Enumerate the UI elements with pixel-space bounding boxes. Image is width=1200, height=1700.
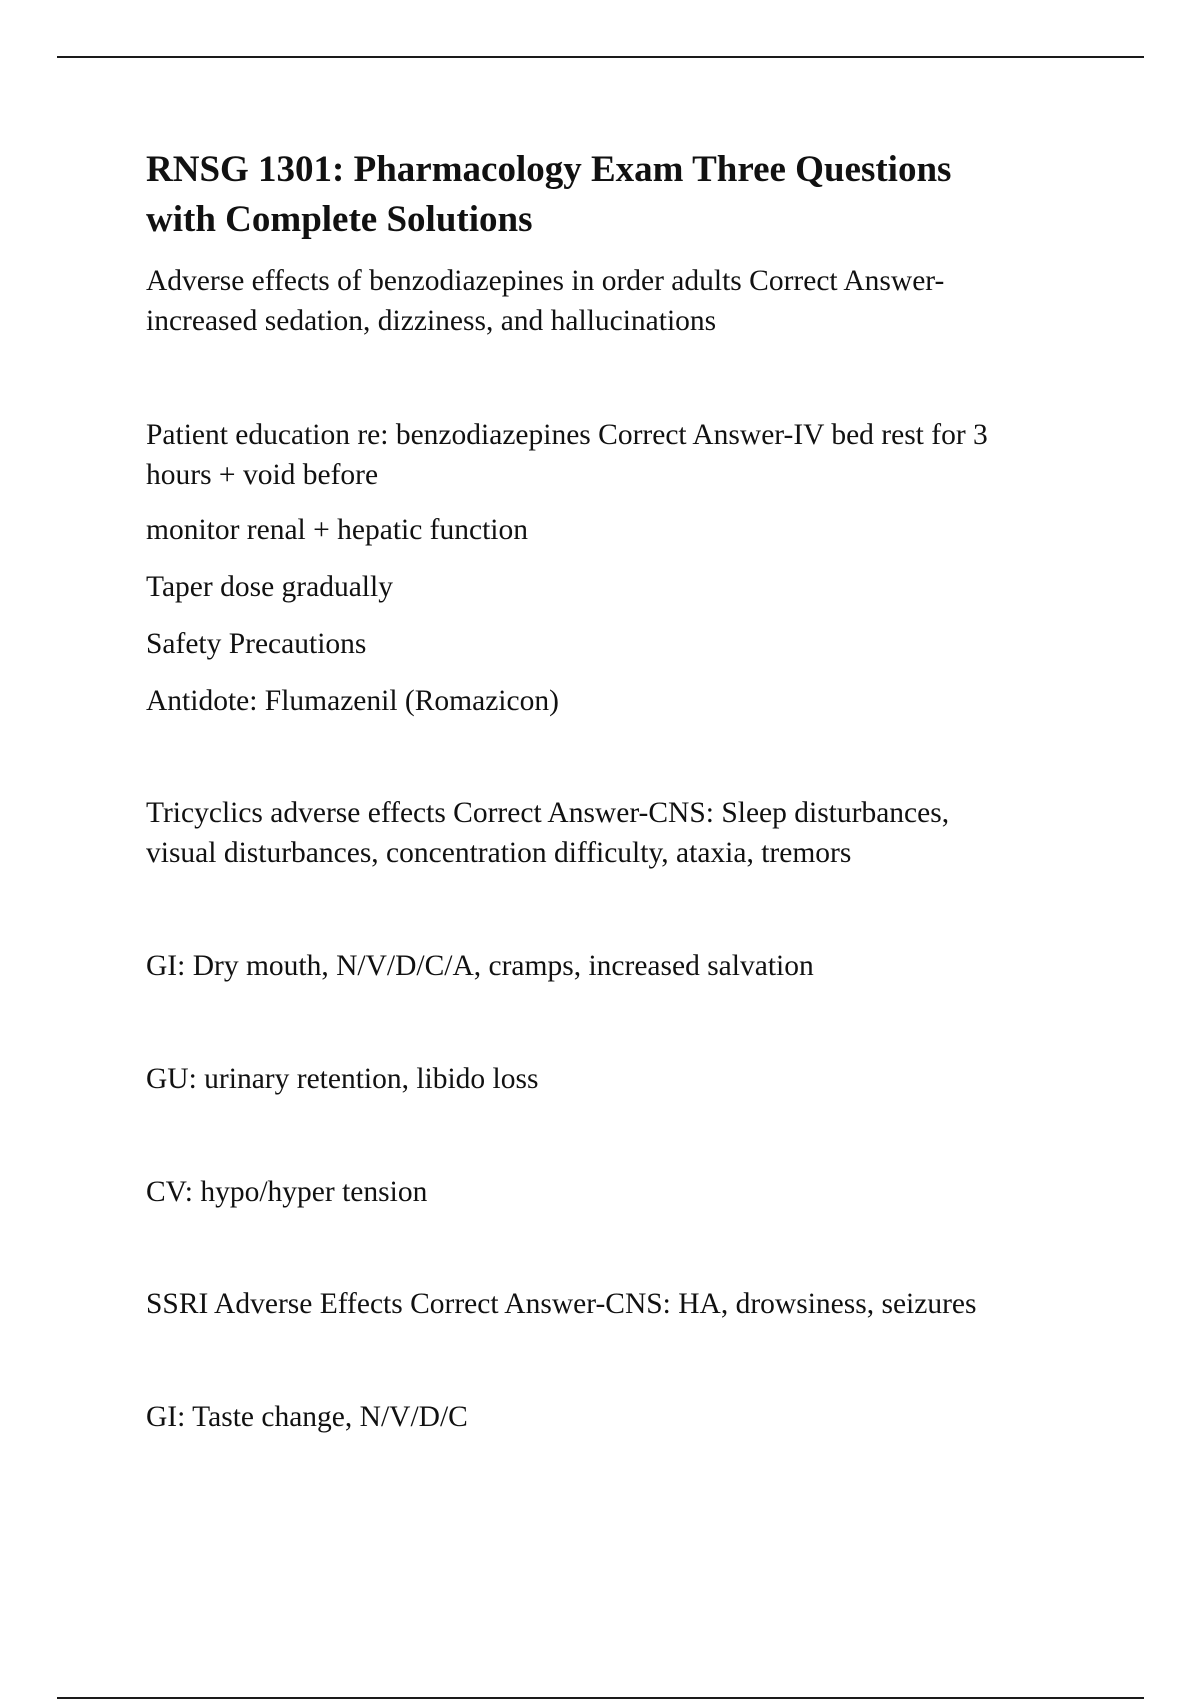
page-title	[146, 145, 1106, 245]
qa-ssri-question: SSRI Adverse Effects Correct Answer-CNS: HA, drowsiness, seizures	[146, 1288, 977, 1320]
page-title-line-1: RNSG 1301: Pharmacology Exam Three Questions	[146, 149, 952, 190]
bottom-divider	[57, 1697, 1144, 1699]
qa-tricyclics-gu: GU: urinary retention, libido loss	[146, 1063, 539, 1095]
qa-benzo-education-question: Patient education re: benzodiazepines Correct Answer-IV bed rest for 3	[146, 419, 988, 451]
qa-benzo-education-item: Safety Precautions	[146, 628, 367, 660]
qa-tricyclics-cv: CV: hypo/hyper tension	[146, 1176, 428, 1208]
top-divider	[57, 56, 1144, 58]
qa-benzo-adverse-answer: increased sedation, dizziness, and hallucinations	[146, 305, 717, 337]
qa-benzo-adverse-question: Adverse effects of benzodiazepines in order adults Correct Answer-	[146, 265, 945, 297]
page-title-line-2: with Complete Solutions	[146, 199, 533, 240]
qa-ssri-gi: GI: Taste change, N/V/D/C	[146, 1401, 468, 1433]
qa-tricyclics-gi: GI: Dry mouth, N/V/D/C/A, cramps, increased salvation	[146, 950, 814, 982]
qa-benzo-education-item: monitor renal + hepatic function	[146, 514, 528, 546]
qa-benzo-education-answer: hours + void before	[146, 459, 379, 491]
qa-benzo-education-item: Taper dose gradually	[146, 571, 393, 603]
qa-tricyclics-question: Tricyclics adverse effects Correct Answer-CNS: Sleep disturbances,	[146, 797, 950, 829]
qa-tricyclics-answer: visual disturbances, concentration difficulty, ataxia, tremors	[146, 837, 852, 869]
qa-benzo-antidote: Antidote: Flumazenil (Romazicon)	[146, 685, 559, 717]
